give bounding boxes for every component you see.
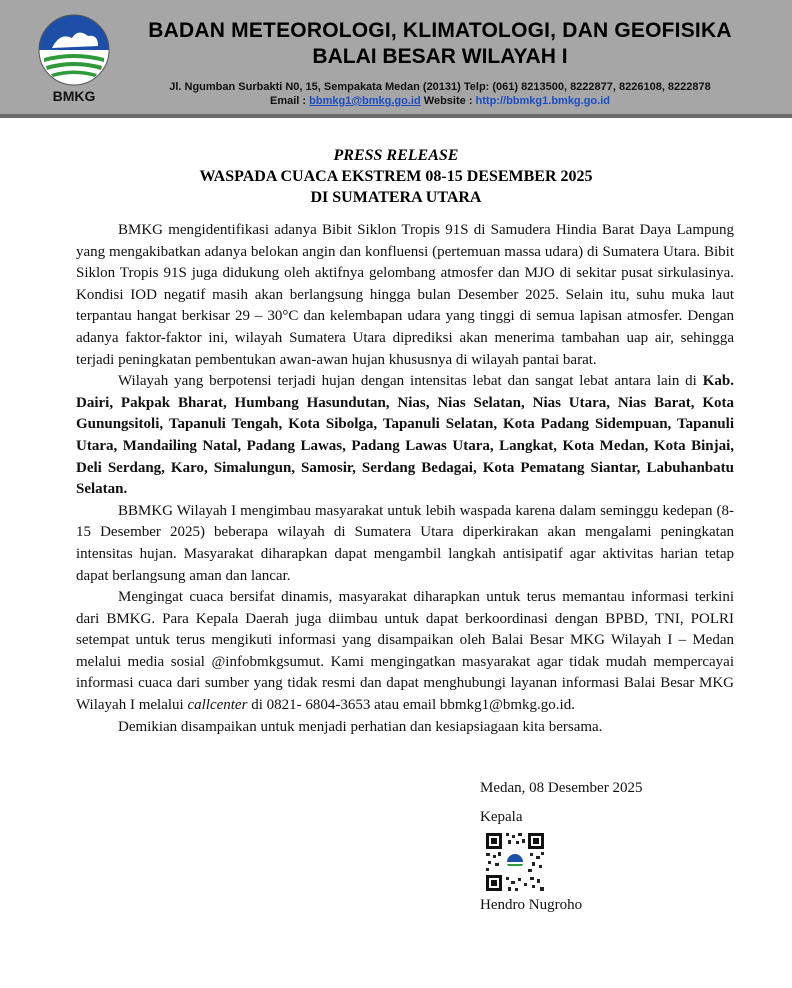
region-list: Kab. Dairi, Pakpak Bharat, Humbang Hasundutan, Nias, Nias Selatan, Nias Utara, Nias Barat, Kota Gunungsitoli, Tapanuli Tengah, Kota Sibolga, Tapanuli Selatan, Kota Padang Sidempuan, Tapanuli Utara, Mandailing Natal, Padang Lawas, Padang Lawas Utara, Langkat, Kota Medan, Kota Binjai, Deli Serdang, Karo, Simalungun, Samosir, Serdang Bedagai, Kota Pematang Siantar, Labuhanbatu Selatan. — [76, 373, 734, 498]
paragraph-2-intro: Wilayah yang berpotensi terjadi hujan dengan intensitas lebat dan sangat lebat antara lain di — [118, 373, 703, 390]
press-release-label: PRESS RELEASE — [333, 147, 459, 164]
paragraph-2 — [76, 371, 734, 501]
paragraph-4 — [76, 587, 734, 717]
title-line-2: DI SUMATERA UTARA — [310, 189, 482, 206]
title-line-1: WASPADA CUACA EKSTREM 08-15 DESEMBER 2025 — [199, 168, 593, 185]
email-link[interactable]: bbmkg1@bmkg.go.id — [309, 95, 421, 107]
signer-position: Kepala — [480, 809, 523, 825]
callcenter-term: callcenter — [187, 697, 248, 714]
website-link[interactable]: http://bbmkg1.bmkg.go.id — [475, 95, 610, 107]
qr-signature-icon — [484, 831, 546, 893]
title-block — [0, 145, 792, 208]
paragraph-4-text: Mengingat cuaca bersifat dinamis, masyarakat diharapkan untuk terus memantau informasi terkini dari BMKG. Para Kepala Daerah juga diimbau untuk dapat berkoordinasi dengan BPBD, TNI, POLRI setempat untuk terus mengikuti informasi yang disampaikan oleh Balai Besar MKG Wilayah I – Medan melalui media sosial @infobmkgsumut. Kami mengingatkan masyarakat agar tidak mudah mempercayai informasi cuaca dari sumber yang tidak resmi dan dapat menghubungi layanan informasi Balai Besar MKG Wilayah I melalui — [76, 589, 734, 714]
paragraph-5: Demikian disampaikan untuk menjadi perhatian dan kesiapsiagaan kita bersama. — [118, 718, 603, 735]
bmkg-logo-icon — [38, 14, 110, 86]
logo-label: BMKG — [52, 88, 96, 104]
letterhead — [0, 0, 792, 117]
address: Jl. Ngumban Surbakti N0, 15, Sempakata Medan (20131) Telp: (061) 8213500, 8222877, 8226108, 8222878 — [169, 81, 711, 93]
place-date: Medan, 08 Desember 2025 — [480, 780, 643, 796]
contact-line — [120, 94, 760, 108]
header-divider — [0, 117, 792, 118]
email-label: Email : — [270, 95, 310, 107]
paragraph-3: BBMKG Wilayah I mengimbau masyarakat untuk lebih waspada karena dalam seminggu kedepan (8-15 Desember 2025) beberapa wilayah di Sumatera Utara diperkirakan akan mengalami peningkatan intensitas hujan. Masyarakat diharapkan dapat mengambil langkah antisipatif agar aktivitas harian tetap dapat berlangsung aman dan lancar. — [76, 502, 734, 584]
paragraph-4-contact: di 0821- 6804-3653 atau email bbmkg1@bmkg.go.id. — [247, 697, 575, 714]
website-label: Website : — [423, 95, 476, 107]
body-text — [76, 220, 734, 738]
signer-name: Hendro Nugroho — [480, 897, 583, 913]
signature-block — [480, 778, 720, 916]
org-name: BADAN METEOROLOGI, KLIMATOLOGI, DAN GEOFISIKA — [148, 19, 732, 42]
org-unit: BALAI BESAR WILAYAH I — [312, 45, 568, 68]
paragraph-1: BMKG mengidentifikasi adanya Bibit Siklon Tropis 91S di Samudera Hindia Barat Daya Lampung yang mengakibatkan adanya belokan angin dan konfluensi (pertemuan massa udara) di Sumatera Utara. Bibit Siklon Tropis 91S juga didukung oleh aktifnya gelombang atmosfer dan MJO di sekitar pusat sirkulasinya. Kondisi IOD negatif masih akan berlangsung hingga bulan Desember 2025. Selain itu, suhu muka laut terpantau hangat berkisar 29 – 30°C dan kelembapan udara yang tinggi di semua lapisan atmosfer. Dengan adanya faktor-faktor ini, wilayah Sumatera Utara diprediksi akan menerima tambahan uap air, sehingga terjadi peningkatan pembentukan awan-awan hujan khususnya di wilayah pantai barat. — [76, 222, 734, 368]
